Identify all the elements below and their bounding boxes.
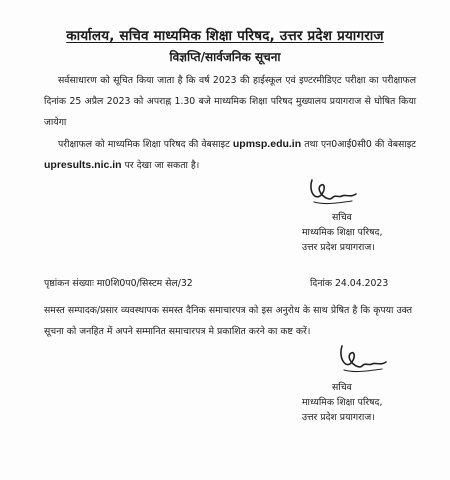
announcement-paragraph: सर्वसाधारण को सूचित किया जाता है कि वर्ष 2023 की हाईस्कूल एवं इण्टरमीडिएट परीक्षा का परीक्षाफल दिनांक 25 अप्रैल 2023 को अपराह्न 1.30 बजे माध्यमिक शिक्षा परिषद मुख्यालय प्रयागराज से घोषित किया जायेगा [44,75,416,128]
signatory-department: माध्यमिक शिक्षा परिषद, [302,397,383,408]
website-text-2: तथा एन0आई0सी0 की वेबसाइट [301,139,416,150]
reference-date: दिनांक 24.04.2023 [310,278,389,289]
signatory-designation: सचिव [332,212,352,223]
notice-subtitle: विज्ञप्ति/सार्वजनिक सूचना [169,50,281,64]
website-text-3: पर देखा जा सकता है। [121,160,200,171]
reference-number: पृष्ठांकन संख्याः मा0शि0प0/सिस्टम सेल/32 [44,278,193,289]
signatory-location: उत्तर प्रदेश प्रयागराज। [302,242,375,253]
website-link-upmsp: upmsp.edu.in [232,138,302,150]
handwritten-signature-2 [334,340,394,380]
office-title-text: कार्यालय, सचिव माध्यमिक शिक्षा परिषद, उत्तर प्रदेश प्रयागराज [66,28,384,44]
website-link-nic: upresults.nic.in [44,159,122,171]
website-text-1: परीक्षाफल को माध्यमिक शिक्षा परिषद की वेबसाइट [58,139,233,150]
office-title [0,26,450,44]
distribution-paragraph: समस्त सम्पादक/प्रसार व्यवस्थापक समस्त दैनिक समाचारपत्र को इस अनुरोध के साथ प्रेषित है कि कृपया उक्त सूचना को जनहित में अपने सम्मानित समाचारपत्र मे प्रकाशित करने का कष्ट करें। [44,305,412,337]
signatory-location: उत्तर प्रदेश प्रयागराज। [302,412,375,423]
signature-block-1 [302,210,442,255]
signature-block-2 [302,380,442,425]
website-paragraph [44,134,416,176]
handwritten-signature-1 [302,172,362,212]
signatory-designation: सचिव [332,382,352,393]
signatory-department: माध्यमिक शिक्षा परिषद, [302,227,383,238]
